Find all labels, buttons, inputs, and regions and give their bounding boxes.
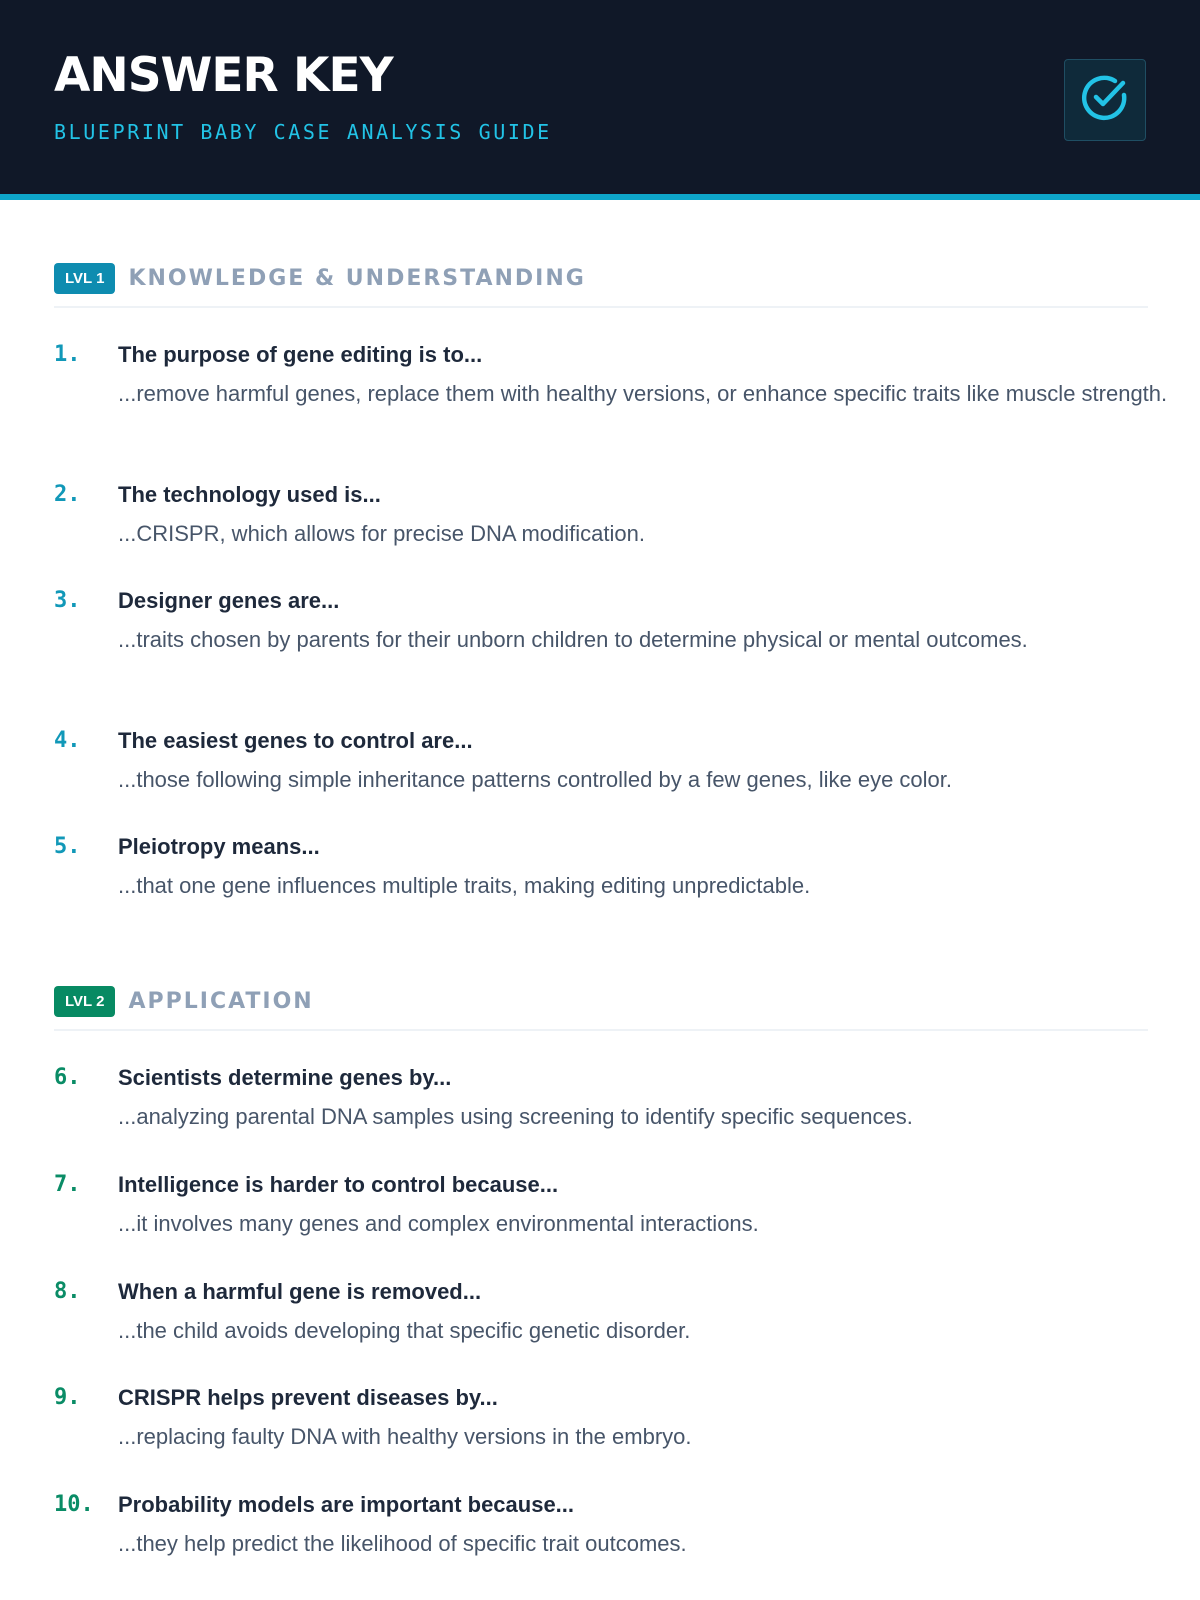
section-header <box>54 262 1148 308</box>
item-number: 5. <box>54 834 81 859</box>
list-item <box>54 1168 1198 1240</box>
item-answer: ...remove harmful genes, replace them with healthy versions, or enhance specific traits like muscle strength. <box>118 381 1168 406</box>
check-circle-icon <box>1080 73 1130 128</box>
item-question: The technology used is... <box>118 482 381 507</box>
item-answer: ...traits chosen by parents for their unborn children to determine physical or mental outcomes. <box>118 627 1028 652</box>
level-badge: LVL 2 <box>54 986 115 1017</box>
list-item <box>54 584 1198 656</box>
list-item <box>54 724 1198 796</box>
item-question: Scientists determine genes by... <box>118 1065 452 1090</box>
section-header <box>54 985 1148 1031</box>
item-number: 8. <box>54 1279 81 1304</box>
item-question: CRISPR helps prevent diseases by... <box>118 1385 498 1410</box>
item-number: 3. <box>54 588 81 613</box>
list-item <box>54 1488 1198 1560</box>
list-item <box>54 478 1198 550</box>
list-item <box>54 1275 1198 1347</box>
check-badge <box>1064 59 1146 141</box>
item-question: When a harmful gene is removed... <box>118 1279 482 1304</box>
section-knowledge <box>54 262 1148 308</box>
item-answer: ...analyzing parental DNA samples using screening to identify specific sequences. <box>118 1104 913 1129</box>
item-question: The easiest genes to control are... <box>118 728 473 753</box>
item-answer: ...the child avoids developing that specific genetic disorder. <box>118 1318 691 1343</box>
item-answer: ...replacing faulty DNA with healthy versions in the embryo. <box>118 1424 692 1449</box>
header <box>0 0 1200 200</box>
list-item <box>54 1381 1198 1453</box>
item-question: The purpose of gene editing is to... <box>118 342 483 367</box>
item-number: 6. <box>54 1065 81 1090</box>
section-application <box>54 985 1148 1031</box>
list-item <box>54 338 1198 410</box>
item-question: Designer genes are... <box>118 588 340 613</box>
item-answer: ...they help predict the likelihood of specific trait outcomes. <box>118 1531 687 1556</box>
item-answer: ...those following simple inheritance patterns controlled by a few genes, like eye color. <box>118 767 953 792</box>
item-number: 10. <box>54 1492 94 1517</box>
item-number: 7. <box>54 1172 81 1197</box>
level-badge: LVL 1 <box>54 263 115 294</box>
item-answer: ...that one gene influences multiple traits, making editing unpredictable. <box>118 873 811 898</box>
item-number: 1. <box>54 342 81 367</box>
page-subtitle: BLUEPRINT BABY CASE ANALYSIS GUIDE <box>54 120 552 144</box>
item-question: Intelligence is harder to control because... <box>118 1172 559 1197</box>
item-number: 4. <box>54 728 81 753</box>
section-title: KNOWLEDGE & UNDERSTANDING <box>128 265 586 291</box>
page-title: ANSWER KEY <box>54 48 393 103</box>
item-answer: ...it involves many genes and complex environmental interactions. <box>118 1211 759 1236</box>
item-answer: ...CRISPR, which allows for precise DNA modification. <box>118 521 645 546</box>
list-item <box>54 1061 1198 1133</box>
list-item <box>54 830 1198 902</box>
item-question: Pleiotropy means... <box>118 834 320 859</box>
section-title: APPLICATION <box>128 988 314 1014</box>
item-number: 2. <box>54 482 81 507</box>
item-question: Probability models are important because... <box>118 1492 575 1517</box>
item-number: 9. <box>54 1385 81 1410</box>
